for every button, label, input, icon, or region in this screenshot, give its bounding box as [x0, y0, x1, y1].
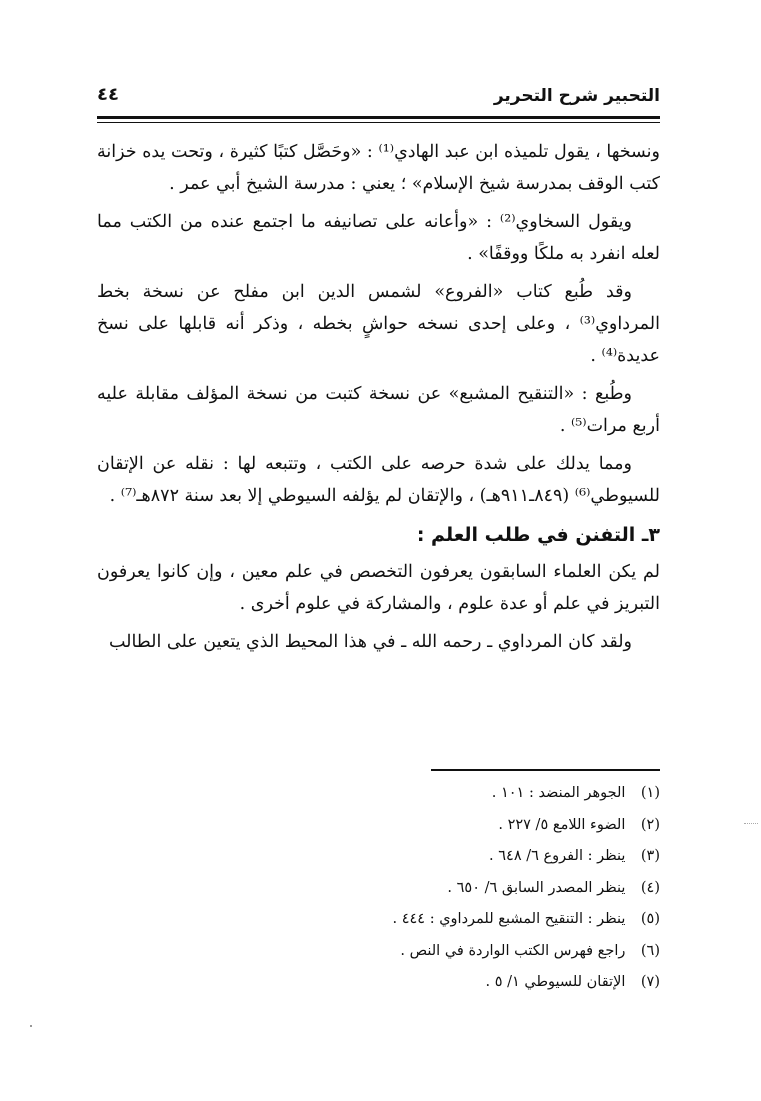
footnote-number: (٦) — [640, 942, 660, 959]
footnote-text: ينظر المصدر السابق ٦/ ٦٥٠ . — [447, 879, 626, 896]
footnote-text: ينظر : الفروع ٦/ ٦٤٨ . — [489, 848, 626, 864]
footnote-number: (٣) — [640, 848, 660, 864]
main-text — [97, 136, 660, 664]
header-title: التحبير شرح التحرير — [493, 86, 660, 106]
footnote-item — [140, 936, 660, 968]
section-heading: ٣ـ التفنن في طلب العلم : — [416, 524, 660, 546]
footnote-separator — [431, 769, 660, 771]
footnote-number: (٥) — [640, 911, 660, 927]
paragraph: لم يكن العلماء السابقون يعرفون التخصص في علم معين ، وإن كانوا يعرفون التبريز في علم أو عدة علوم ، والمشاركة في علوم أخرى . — [97, 562, 660, 614]
scan-speck — [30, 1025, 32, 1027]
page-number: ٤٤ — [97, 84, 119, 105]
footnote-item — [140, 778, 660, 810]
footnote-item — [140, 810, 660, 842]
paragraph: ونسخها ، يقول تلميذه ابن عبد الهادي⁽¹⁾ : «وحَصَّل كتبًا كثيرة ، وتحت يده خزانة كتب الوقف بمدرسة شيخ الإسلام» ؛ يعني : مدرسة الشيخ أبي عمر . — [97, 142, 660, 194]
paragraph: ويقول السخاوي⁽²⁾ : «وأعانه على تصانيفه ما اجتمع عنده من الكتب مما لعله انفرد به ملكًا ووقفًا» . — [97, 212, 660, 264]
scan-speck — [744, 823, 758, 825]
running-header — [97, 80, 660, 116]
footnote-item — [140, 904, 660, 936]
footnote-text: الجوهر المنضد : ١٠١ . — [491, 785, 626, 801]
header-rule-thin — [97, 122, 660, 123]
paragraph: وطُبع : «التنقيح المشبع» عن نسخة كتبت من نسخة المؤلف مقابلة عليه أربع مرات⁽⁵⁾ . — [97, 384, 660, 436]
footnote-item — [140, 967, 660, 999]
footnote-number: (٧) — [640, 974, 660, 990]
footnote-text: الضوء اللامع ٥/ ٢٢٧ . — [498, 816, 626, 833]
paragraph: ولقد كان المرداوي ـ رحمه الله ـ في هذا المحيط الذي يتعين على الطالب — [108, 632, 632, 652]
paragraph: ومما يدلك على شدة حرصه على الكتب ، وتتبعه لها : نقله عن الإتقان للسيوطي⁽⁶⁾ (٨٤٩ـ٩١١هـ) ، والإتقان لم يؤلفه السيوطي إلا بعد سنة ٨٧٢هـ⁽⁷⁾ . — [97, 454, 660, 506]
footnote-text: الإتقان للسيوطي ١/ ٥ . — [485, 974, 626, 990]
footnote-number: (٢) — [640, 816, 660, 833]
footnote-text: راجع فهرس الكتب الواردة في النص . — [400, 942, 626, 959]
footnote-number: (٤) — [640, 879, 660, 896]
footnotes-list — [140, 778, 660, 999]
header-rule-thick — [97, 116, 660, 119]
footnote-item — [140, 841, 660, 873]
footnote-item — [140, 873, 660, 905]
footnote-number: (١) — [640, 785, 660, 801]
paragraph: وقد طُبع كتاب «الفروع» لشمس الدين ابن مفلح عن نسخة بخط المرداوي⁽³⁾ ، وعلى إحدى نسخه حواشٍ بخطه ، وذكر أنه قابلها على نسخ عديدة⁽⁴⁾ . — [97, 282, 660, 366]
footnote-text: ينظر : التنقيح المشبع للمرداوي : ٤٤٤ . — [392, 911, 626, 927]
